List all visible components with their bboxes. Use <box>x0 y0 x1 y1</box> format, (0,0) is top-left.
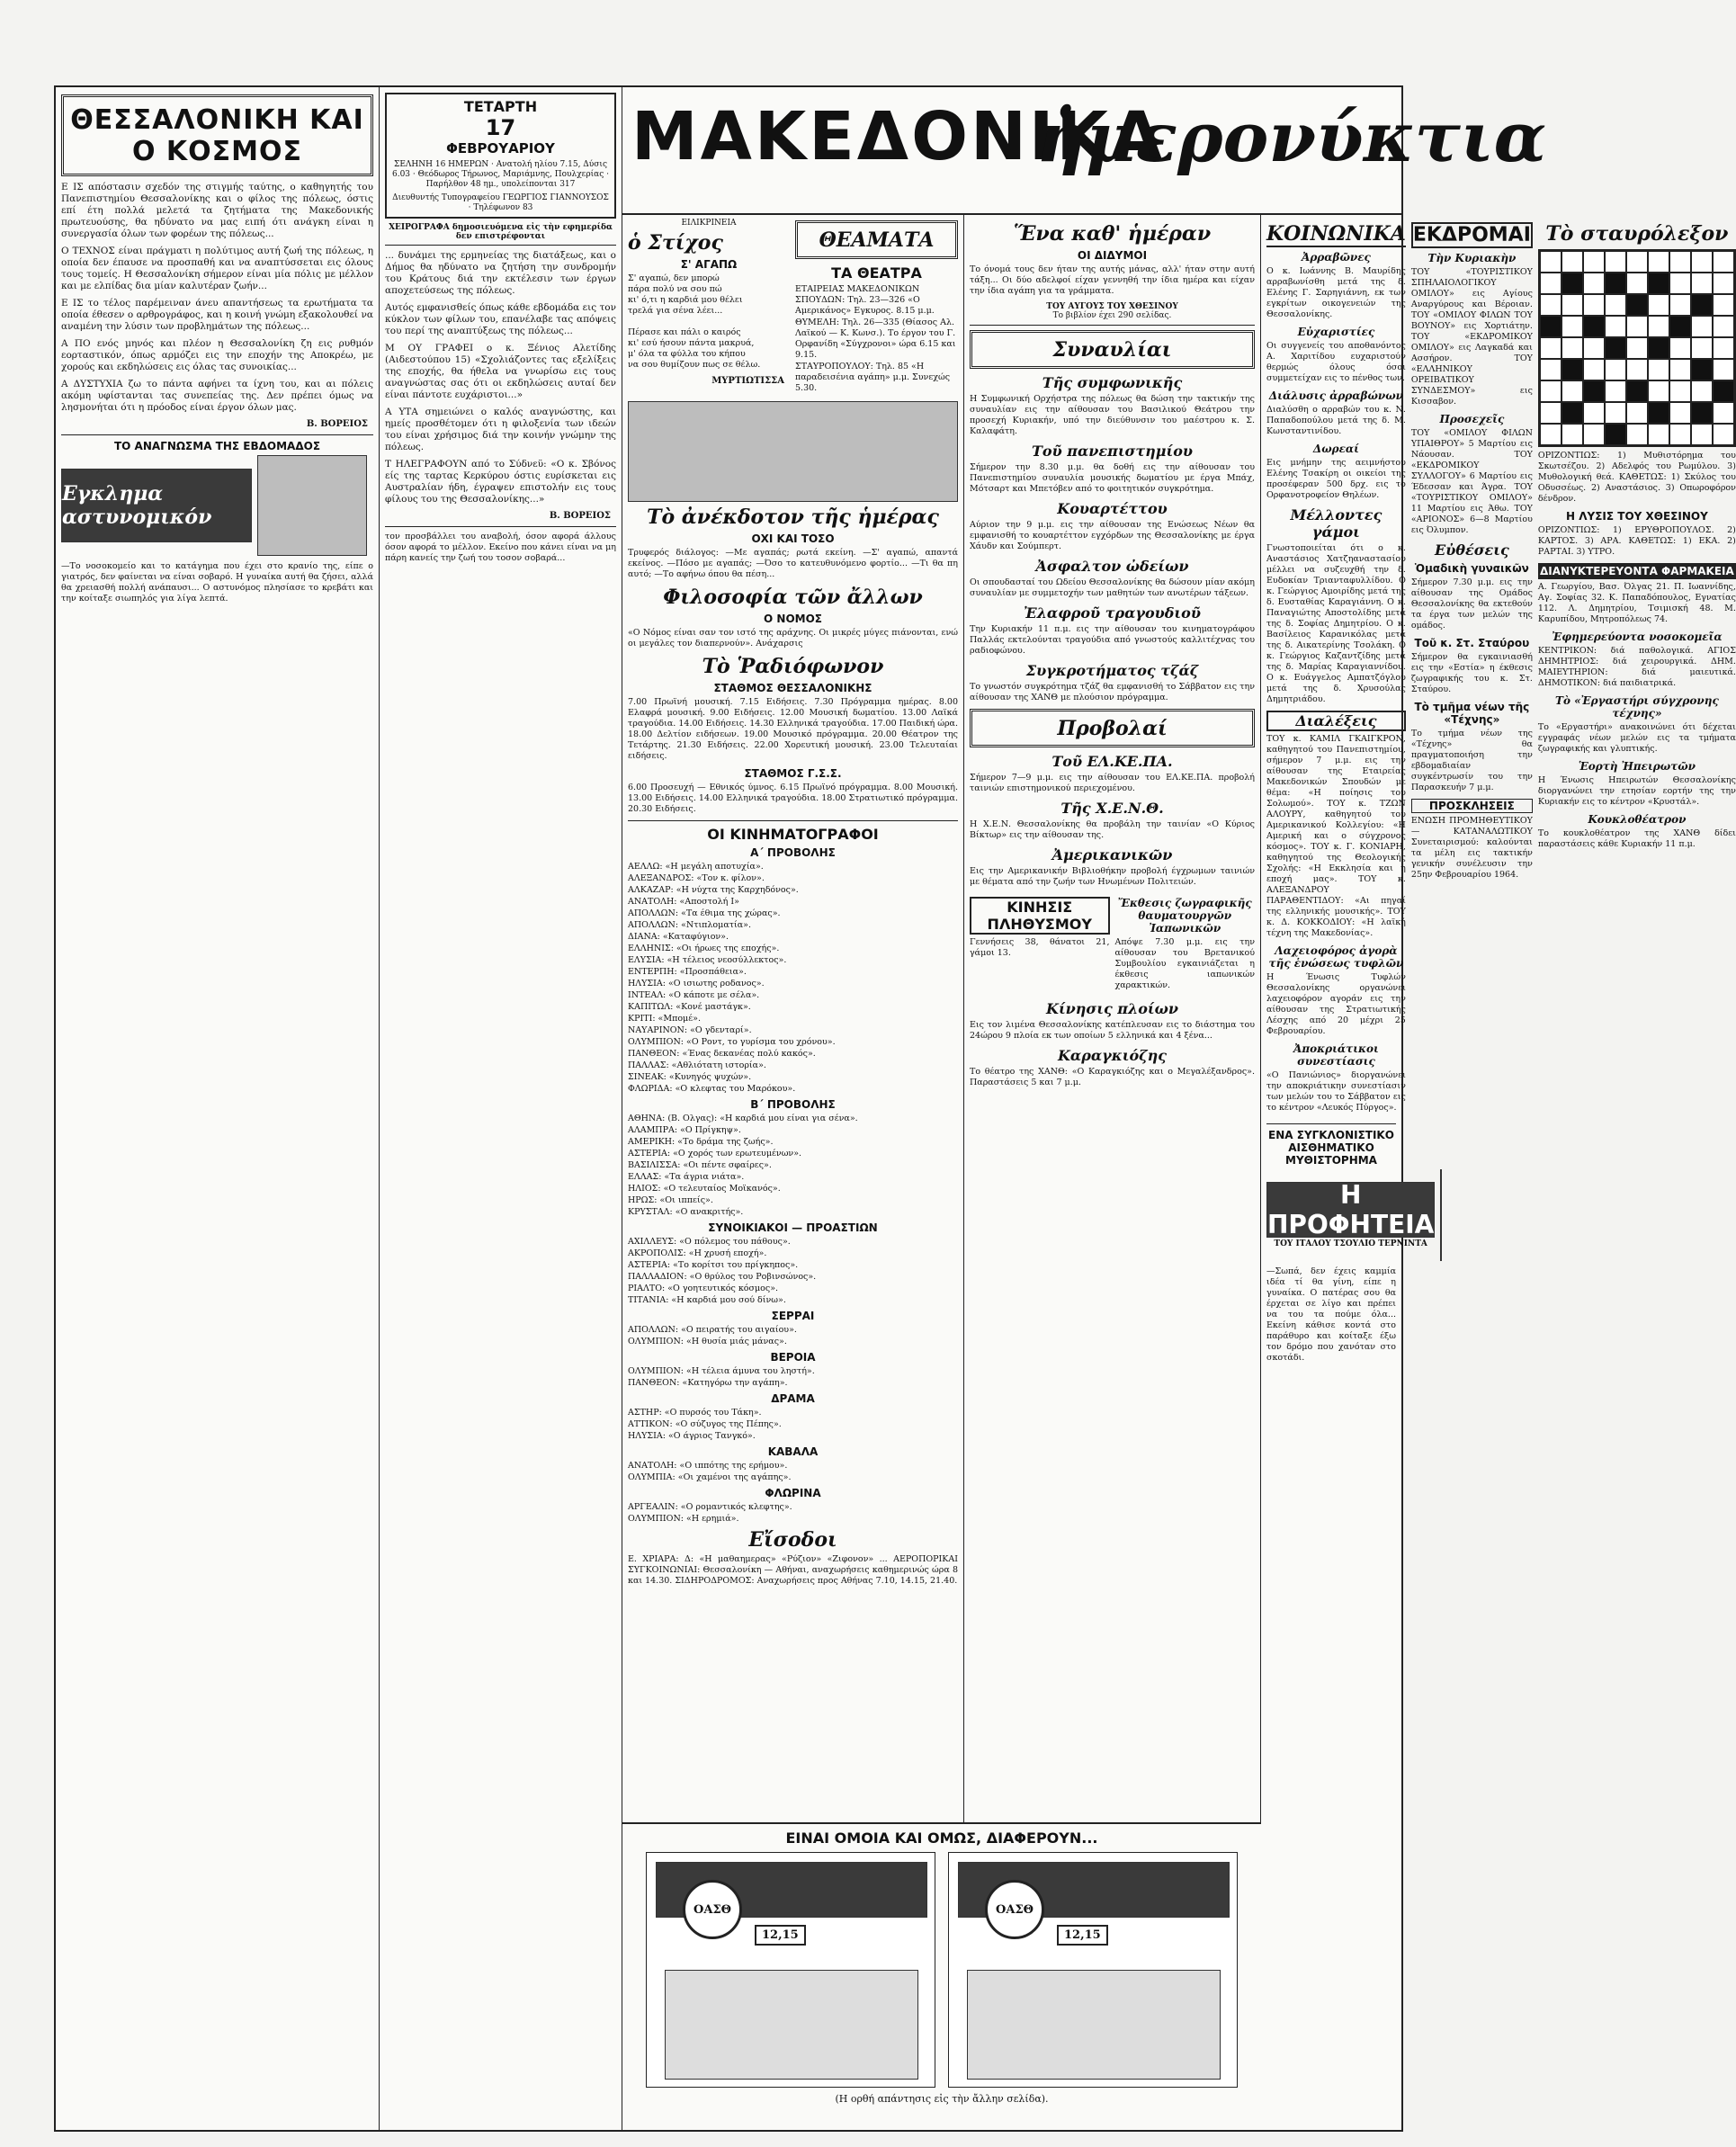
kath-signature: ΤΟΥ ΑΥΓΟΥΣ ΤΟΥ ΧΘΕΣΙΝΟΥ <box>1046 302 1178 311</box>
cinema-list-b <box>628 1114 958 1218</box>
euxar-text: Οι συγγενείς του αποθανόντος Α. Χαριτίδου ευχαριστούν θερμώς όλους όσοι συμμετείχαν εις το πένθος των. <box>1266 341 1406 383</box>
dialysis-heading: Διάλυσις ἀρραβώνων <box>1268 389 1403 402</box>
drama-heading: ΔΡΑΜΑ <box>771 1392 815 1405</box>
article-signature: Β. ΒΟΡΕΙΟΣ <box>549 511 611 521</box>
list-item: ΠΑΛΛΑΔΙΟΝ: «Ο θρύλος του Ροβινσώνος». <box>628 1272 817 1282</box>
masthead-title: ΜΑΚΕΔΟΝΙΚΑ <box>631 98 1166 175</box>
bus-sign-text: ΟΑΣΘ <box>694 1902 731 1917</box>
bus-sign <box>985 1880 1044 1939</box>
prosklisis-heading: ΠΡΟΣΚΛΗΣΕΙΣ <box>1411 799 1533 813</box>
serial-banner <box>61 455 373 556</box>
prosklisis-text: ΕΝΩΣΗ ΠΡΟΜΗΘΕΥΤΙΚΟΥ — ΚΑΤΑΝΑΛΩΤΙΚΟΥ Συνεταιρισμού: καλούνται τα μέλη εις τακτικήν γενικήν συνέλευσιν την 25ην Φεβρουαρίου 1964. <box>1410 816 1533 880</box>
serial2-title-box <box>1266 1182 1435 1238</box>
serial2-text: —Σωπά, δεν έχεις καμμία ιδέα τί θα γίνη, είπε η γυναίκα. Ο πατέρας σου θα έρχεται σε λίγο και πρέπει να του τα πούμε όλα... Εκείνη κάθισε κοντά στο παράθυρο και κοίταξε έξω τον δρόμο που χανόταν στο σκοτάδι. <box>1266 1266 1396 1363</box>
theamata-box <box>795 220 958 259</box>
karagiozis-heading: Καραγκιόζης <box>1058 1047 1167 1064</box>
karagiozis-text: Το θέατρο της ΧΑΝΘ: «Ο Καραγκιόζης και ο Μεγαλέξανδρος». Παραστάσεις 5 και 7 μ.μ. <box>970 1067 1255 1087</box>
list-item: ΘΥΜΕΛΗ: Τηλ. 26—335 (Θίασος Αλ. Λαϊκού — Κ. Κωνσ.). Το έργον του Γ. Ορφανίδη «Σύγχρονοι» ώρα 6.15 και 9.15. <box>795 318 956 360</box>
syn-h4: Ἀσφαλτον ὠδείων <box>1035 558 1189 575</box>
tmima-heading: Τὸ τμῆμα νέων τῆς «Τέχνης» <box>1414 701 1530 726</box>
florina-heading: ΦΛΩΡΙΝΑ <box>765 1487 821 1499</box>
list-item: ΟΛΥΜΠΙΟΝ: «Ο Ροντ, το γυρίσμα του χρόνου». <box>628 1037 836 1047</box>
radio-station: ΣΤΑΘΜΟΣ ΘΕΣΣΑΛΟΝΙΚΗΣ <box>713 682 872 694</box>
crowd-figures <box>967 1970 1221 2080</box>
euthesis-heading: Εὐθέσεις <box>1435 541 1509 559</box>
nosokomeia-heading: Ἐφημερεύοντα νοσοκομεῖα <box>1552 631 1723 643</box>
crossword-clues: ΟΡΙΖΟΝΤΙΩΣ: 1) Μυθιστόρημα του Σκωτσέζου. 2) Αδελφός του Ρωμύλου. 3) Μυθολογική θεά. ΚΑΘΕΤΩΣ: 1) Σκύλος του Οδυσσέως. 2) Αναστάσιος. 3) Οπωροφόρον δένδρον. <box>1537 451 1736 504</box>
column-koinonika <box>1261 213 1736 2130</box>
date-box <box>385 93 616 219</box>
article-paragraph: Ε ΙΣ το τέλος παρέμειναν άνευ απαντήσεως τα ερωτήματα τα οποία έθεσεν ο αρθρογράφος, και η κοινή γνώμη εξακολουθεί να αναμένη την λύσιν των προβλημάτων της πόλεως... <box>61 298 373 332</box>
eisodos-heading: Εἴσοδοι <box>748 1528 837 1552</box>
poem-title: Σ' ΑΓΑΠΩ <box>680 258 738 271</box>
list-item: ΙΝΤΕΑΛ: «Ο κάποτε με σέλα». <box>628 990 760 1000</box>
crossword-grid <box>1538 249 1736 447</box>
prosexeis-text: ΤΟΥ «ΟΜΙΛΟΥ ΦΙΛΩΝ ΥΠΑΙΘΡΟΥ» 5 Μαρτίου εις Νάουσαν. ΤΟΥ «ΕΚΔΡΟΜΙΚΟΥ ΣΥΛΛΟΓΟΥ» 6 Μαρτίου εις Έδεσσαν και Άγρα. ΤΟΥ «ΤΟΥΡΙΣΤΙΚΟΥ ΟΜΙΛΟΥ» 11 Μαρτίου εις Άθω. ΤΟΥ «ΑΡΙΟΝΟΣ» 6—8 Μαρτίου εις Όλυμπον. <box>1410 428 1533 535</box>
stavrolexo-heading: Τὸ σταυρόλεξον <box>1545 222 1729 246</box>
divider <box>61 434 373 435</box>
cartoon-panel-right <box>948 1852 1238 2088</box>
apokriatikoi-text: «Ο Πανιώνιος» διοργανώνει την αποκριάτικην συνεστίασιν των μελών του το Σάββατον εις το κέντρον «Λευκός Πύργος». <box>1266 1070 1406 1113</box>
stavrolexo-block <box>1538 219 1736 1119</box>
bus-sign <box>683 1880 742 1939</box>
list-item: ΗΛΙΟΣ: «Ο τελευταίος Μοϊκανός». <box>628 1184 781 1194</box>
serial-continued: τον προσβάλλει του αναβολή, όσον αφορά άλλους όσον αφορά το μέλλον. Εκείνο που κάνει είναι να μη πάρη κανείς την ζωή του τοσον σοβαρά... <box>385 532 616 563</box>
cinema-list-kavala <box>628 1461 958 1483</box>
list-item: ΕΛΛΗΝΙΣ: «Οι ήρωες της εποχής». <box>628 944 780 953</box>
filosofia-heading: Φιλοσοφία τῶν ἄλλων <box>663 586 923 609</box>
list-item: ΒΑΣΙΛΙΣΣΑ: «Οι πέντε σφαίρες». <box>628 1160 772 1170</box>
cartoon-caption: (Η ορθή απάντησις εἰς τὴν ἄλλην σελίδα). <box>835 2093 1049 2105</box>
kath-heading: Ἕνα καθ' ἡμέραν <box>1013 222 1212 246</box>
list-item: ΚΑΠΙΤΩΛ: «Κονέ μαστάγκ». <box>628 1002 751 1012</box>
arrab-text: Ο κ. Ιωάννης Β. Μαυρίδης αρραβωνίσθη μετά της δ. Ελένης Γ. Σαρηγιάννη, εκ των εγκρίτων οικογενειών της Θεσσαλονίκης. <box>1266 266 1406 319</box>
prov-t1: Σήμερον 7—9 μ.μ. εις την αίθουσαν του ΕΛ.ΚΕ.ΠΑ. προβολή ταινιών επιστημονικού περιεχομένου. <box>970 773 1255 793</box>
prov-h1: Τοῦ ΕΛ.ΚΕ.ΠΑ. <box>1051 753 1173 770</box>
staurou-text: Σήμερον θα εγκαινιασθή εις την «Εστία» η έκθεσις ζωγραφικής του κ. Στ. Σταύρου. <box>1410 652 1533 694</box>
list-item: ΠΑΝΘΕΟΝ: «Ένας δεκανέας πολύ κακός». <box>628 1049 816 1059</box>
list-item: ΑΛΕΞΑΝΔΡΟΣ: «Τον κ. φίλον». <box>628 873 765 883</box>
filosofia-title: Ο ΝΟΜΟΣ <box>764 613 822 625</box>
arrab-heading: Ἀρραβῶνες <box>1302 251 1371 264</box>
serial2-label: ΕΝΑ ΣΥΓΚΛΟΝΙΣΤΙΚΟ ΑΙΣΘΗΜΑΤΙΚΟ ΜΥΘΙΣΤΟΡΗΜΑ <box>1268 1129 1394 1167</box>
article-paragraph: Α ΠΟ ενός μηνός και πλέον η Θεσσαλονίκη ζη εις ρυθμόν εορταστικόν, όπως αρμόζει εις την εποχήν της Αποκρέω, με χορούς και εκδηλώσεις εις όλας τας συνοικίας... <box>61 338 373 372</box>
serial2-title-block <box>1266 1182 1435 1248</box>
cinema-list-veria <box>628 1366 958 1389</box>
masthead-subtitle: ἡμερονύκτια <box>1036 97 1547 177</box>
list-item: ΕΛΥΣΙΑ: «Η τέλειος νεοσύλλεκτος». <box>628 955 787 965</box>
crowd-figures <box>665 1970 918 2080</box>
prov-h2: Τῆς Χ.Ε.Ν.Θ. <box>1060 800 1164 817</box>
a-probolis-heading: Α΄ ΠΡΟΒΟΛΗΣ <box>750 846 836 859</box>
list-item: ΣΙΝΕΑΚ: «Κυνηγός ψυχών». <box>628 1072 752 1082</box>
stixos-heading: ὁ Στίχος <box>628 231 723 255</box>
theatra-heading: ΤΑ ΘΕΑΤΡΑ <box>831 264 922 282</box>
ploia-heading: Κίνησις πλοίων <box>1046 1000 1178 1017</box>
syn-h3: Κουαρτέττου <box>1057 500 1168 517</box>
anekdoton-text: Τρυφερός διάλογος: —Με αγαπάς; ρωτά εκείνη. —Σ' αγαπώ, απαντά εκείνος. —Πόσο με αγαπάς; —Όσο το κατευθυνόμενο φορτίο... —Τι θα πη αυτό; —Το αφήνω όπου θα πέση... <box>628 548 958 579</box>
kinisi-heading: ΚΙΝΗΣΙΣ ΠΛΗΘΥΣΜΟΥ <box>970 897 1110 935</box>
kath-title: ΟΙ ΔΙΔΥΜΟΙ <box>1077 249 1148 262</box>
list-item: ΑΣΤΕΡΙΑ: «Ο χορός των ερωτευμένων». <box>628 1149 802 1158</box>
ergastiri-text: Το «Εργαστήρι» ανακοινώνει ότι δέχεται εγγραφάς νέων μελών εις τα τμήματα ζωγραφικής και γλυπτικής. <box>1537 722 1736 754</box>
thessaloniki-heading: ΘΕΣΣΑΛΟΝΙΚΗ ΚΑΙ Ο ΚΟΣΜΟΣ <box>70 104 364 167</box>
list-item: ΕΤΑΙΡΕΙΑΣ ΜΑΚΕΔΟΝΙΚΩΝ ΣΠΟΥΔΩΝ: Τηλ. 23—326 «Ο Αμερικάνος» Εγκυρος. 8.15 μ.μ. <box>795 284 935 316</box>
koinonika-block <box>1266 219 1406 1119</box>
ekthesi-heading: Ἔκθεσις ζωγραφικῆς θαυματουργῶν Ἰαπωνικῶν <box>1117 897 1252 935</box>
divider <box>970 325 1255 326</box>
list-item: ΟΛΥΜΠΙΟΝ: «Η τέλεια άμυνα του ληστή». <box>628 1366 815 1376</box>
clock-sign: 12,15 <box>1057 1925 1108 1946</box>
list-item: ΑΠΟΛΛΩΝ: «Ο πειρατής του αιγαίου». <box>628 1325 797 1335</box>
prosexeis-heading: Προσεχεῖς <box>1439 413 1505 425</box>
col3-top <box>628 219 958 398</box>
koinonika-heading: ΚΟΙΝΩΝΙΚΑ <box>1266 222 1406 246</box>
list-item: ΑΤΤΙΚΟΝ: «Ο σύζυγος της Πέπης». <box>628 1419 782 1429</box>
syn-t5: Την Κυριακήν 11 π.μ. εις την αίθουσαν του κινηματογράφου Παλλάς εκτελούνται τραγούδια από γνωστούς καλλιτέχνας του ραδιοφώνου. <box>970 624 1255 656</box>
ekdromai-text: ΤΟΥ «ΤΟΥΡΙΣΤΙΚΟΥ ΣΠΗΛΑΙΟΛΟΓΙΚΟΥ ΟΜΙΛΟΥ» εις Αγίους Αναργύρους και Βέροιαν. ΤΟΥ «ΟΜΙΛΟΥ ΦΙΛΩΝ ΤΟΥ ΒΟΥΝΟΥ» εις Χορτιάτην. ΤΟΥ «ΕΚΔΡΟΜΙΚΟΥ ΟΜΙΛΟΥ» εις Λαγκαδά και Ασσήρον. ΤΟΥ «ΕΛΛΗΝΙΚΟΥ ΟΡΕΙΒΑΤΙΚΟΥ ΣΥΝΔΕΣΜΟΥ» εις Κισσαβον. <box>1410 267 1533 407</box>
list-item: ΤΙΤΑΝΙΑ: «Η καρδιά μου σού δίνω». <box>628 1295 786 1305</box>
b-probolis-heading: Β΄ ΠΡΟΒΟΛΗΣ <box>750 1098 836 1111</box>
synavlia-heading: Συναυλίαι <box>1052 338 1172 362</box>
theatra-list <box>795 284 958 394</box>
list-item: ΚΡΥΣΤΑΛ: «Ο ανακριτής». <box>628 1207 744 1217</box>
divider <box>628 820 958 821</box>
dialexis-text: ΤΟΥ κ. ΚΑΜΙΛ ΓΚΑΙΓΚΡΟΝ, καθηγητού του Πανεπιστημίου, σήμερον 7 μ.μ. εις την αίθουσαν της Εταιρείας Μακεδονικών Σπουδών με θέμα: «Η ποίησις του Σολωμού». ΤΟΥ κ. ΤΖΩΝ ΑΛΟΥΡΥ, καθηγητού του Αμερικανικού Κολλεγίου: «Η Αμερική και ο σύγχρονος κόσμος». ΤΟΥ κ. Γ. ΚΟΝΙΑΡΗ, καθηγητού της Θεολογικής Σχολής: «Η Εκκλησία και η εποχή μας». ΤΟΥ κ. ΑΛΕΞΑΝΔΡΟΥ ΠΑΡΑΘΕΝΤΙΔΟΥ: «Αι πηγαί της ελληνικής μουσικής». ΤΟΥ κ. Δ. ΚΟΚΚΟΔΙΟΥ: «Η λαϊκή τέχνη της Μακεδονίας». <box>1266 734 1406 938</box>
cartoon-block <box>622 1822 1261 2130</box>
cinema-list-drama <box>628 1408 958 1442</box>
list-item: ΑΚΡΟΠΟΛΙΣ: «Η χρυσή εποχή». <box>628 1248 767 1258</box>
cinema-list-serres <box>628 1325 958 1347</box>
cartoon-panels <box>622 1852 1261 2088</box>
list-item: ΑΧΙΛΛΕΥΣ: «Ο πόλεμος του πάθους». <box>628 1237 791 1247</box>
synavlia-box <box>970 330 1255 369</box>
masthead <box>622 87 1547 215</box>
list-item: ΑΠΟΛΛΩΝ: «Τα έθιμα της χώρας». <box>628 908 781 918</box>
cinema-list-a <box>628 862 958 1095</box>
list-item: ΦΛΩΡΙΔΑ: «Ο κλεφτας του Μαρόκου». <box>628 1084 796 1094</box>
section-heading-box <box>61 94 373 176</box>
theamata-heading: ΘΕΑΜΑΤΑ <box>819 228 935 252</box>
list-item: ΑΕΛΛΩ: «Η μεγάλη αποτυχία». <box>628 862 764 872</box>
syn-t6: Το γνωστόν συγκρότημα τζάζ θα εμφανισθή το Σάββατον εις την αίθουσαν της ΧΑΝΘ με πλούσιον πρόγραμμα. <box>970 682 1255 702</box>
eorti-heading: Ἑορτὴ Ἠπειρωτῶν <box>1578 760 1696 773</box>
prov-t3: Εις την Αμερικανικήν Βιβλιοθήκην προβολή έγχρωμων ταινιών με θέματα από την ζωήν των Ηνωμένων Πολιτειών. <box>970 866 1255 887</box>
cinema-list-florina <box>628 1502 958 1525</box>
list-item: ΟΛΥΜΠΙΟΝ: «Η θυσία μιάς μάνας». <box>628 1337 787 1346</box>
article-paragraph: Ο ΤΕΧΝΟΣ είναι πράγματι η πολύτιμος αυτή ζωή της πόλεως, η οποία δεν έπαυσε να προσπαθή και να αναπτύσσεται εις όλους τους τομείς. Η Θεσσαλονίκη σήμερον είναι μία πόλις με μέλλον και με ελπίδας δια μίαν καλυτέραν ζωήν... <box>61 246 373 291</box>
eisodos-text: Ε. ΧΡΙΑΡΑ: Δ: «Η μαθαημερας» «Ρύζιον» «Ζιφονον» ... ΑΕΡΟΠΟΡΙΚΑΙ ΣΥΓΚΟΙΝΩΝΙΑΙ: Θεσσαλονίκη — Αθήναι, αναχωρήσεις καθημερινώς ώρα 8 και 14.30. ΣΙΔΗΡΟΔΡΟΜΟΣ: Αναχωρήσεις προς Αθήνας 7.10, 14.15, 21.40. <box>628 1554 958 1586</box>
gamoi-text: Γνωστοποιείται ότι ο κ. Αναστάσιος Χατζηαναστασίου μέλλει να συζευχθή την δ. Ευδοκίαν Τριανταφυλλίδου. Ο κ. Γεώργιος Αμοιρίδης μετά της δ. Ευσταθίας Καραγιάννη. Ο κ. Παναγιώτης Αποστολίδης μετά της δ. Σοφίας Δημητρίου. Ο κ. Βασίλειος Καρανικόλας μετά της δ. Αικατερίνης Τσολάκη. Ο κ. Γεώργιος Καζαντζίδης μετά της δ. Μαρίας Καραγιαννίδου. Ο κ. Ευάγγελος Αμπατζόγλου μετά της δ. Χρυσούλας Δημητριάδου. <box>1266 543 1406 704</box>
serial2-author: ΤΟΥ ΙΤΑΛΟΥ ΤΣΟΥΛΙΟ ΤΕΡΝΙΝΤΑ <box>1274 1239 1427 1248</box>
list-item: ΕΛΛΑΣ: «Τα άγρια νιάτα». <box>628 1172 745 1182</box>
kinisi-block <box>970 893 1110 997</box>
article-paragraph: ... δυνάμει της ερμηνείας της διατάξεως, και ο Δήμος θα ηδύνατο να ζητήση την συνδρομήν του Κράτους διά την εκτέλεσιν των έργων αποχετεύσεως της πόλεως. <box>385 250 616 296</box>
dorea-text: Εις μνήμην της αειμνήστου Ελένης Τσακίρη οι οικείοι της προσέφεραν 500 δρχ. εις το Ορφανοτροφείον Θηλέων. <box>1266 458 1406 500</box>
list-item: ΑΡΓΕΑΛΙΝ: «Ο ρομαντικός κλεφτης». <box>628 1502 792 1512</box>
clock-sign: 12,15 <box>755 1925 806 1946</box>
provolai-heading: Προβολαί <box>1057 717 1168 740</box>
list-item: ΑΜΕΡΙΚΗ: «Το δράμα της ζωής». <box>628 1137 774 1147</box>
list-item: ΟΛΥΜΠΙΟΝ: «Η ερημιά». <box>628 1514 739 1524</box>
euxar-heading: Εὐχαριστίες <box>1297 326 1375 338</box>
synoikies-heading: ΣΥΝΟΙΚΙΑΚΟΙ — ΠΡΟΑΣΤΙΩΝ <box>708 1221 878 1234</box>
gamoi-heading: Μέλλοντες γάμοι <box>1290 506 1383 541</box>
anekdoton-title: ΟΧΙ ΚΑΙ ΤΟΣΟ <box>751 532 835 545</box>
syn-h1: Τῆς συμφωνικῆς <box>1042 374 1183 391</box>
article-paragraph: Α ΔΥΣΤΥΧΙΑ ζω το πάντα αφήνει τα ίχνη του, και αι πόλεις ακόμη υφίστανται τας συνεπείας της. Δεν πρέπει όμως να λησμονήται ότι η πρόοδος είναι έργον όλων μας. <box>61 379 373 413</box>
column-date <box>380 87 622 2130</box>
nosokomeia-text: ΚΕΝΤΡΙΚΟΝ: διά παθολογικά. ΑΓΙΟΣ ΔΗΜΗΤΡΙΟΣ: διά χειρουργικά. ΔΗΜ. ΜΑΙΕΥΤΗΡΙΟΝ: διά μαιευτικά. ΔΗΜΟΤΙΚΟΝ: διά παιδιατρικά. <box>1537 646 1736 688</box>
list-item: ΠΑΝΘΕΟΝ: «Κατηγόρω την αγάπη». <box>628 1378 788 1388</box>
laxeia-text: Η Ένωσις Τυφλών Θεσσαλονίκης οργανώνει λαχειοφόρον αγοράν εις την αίθουσαν της Στρατιωτικής Λέσχης από 20 μέχρι 25 Φεβρουαρίου. <box>1266 972 1406 1036</box>
kath-sub: Το βιβλίον έχει 290 σελίδας. <box>1052 311 1172 320</box>
col5-top <box>1266 219 1736 1119</box>
dialysis-text: Διαλύσθη ο αρραβών του κ. Ν. Παπαδοπούλου μετά της δ. Μ. Κωνσταντινίδου. <box>1266 405 1406 436</box>
apokriatikoi-heading: Ἀποκριάτικοι συνεστίασις <box>1293 1042 1379 1068</box>
radio-heading: Τὸ Ῥαδιόφωνον <box>702 655 884 678</box>
list-item: ΑΠΟΛΛΩΝ: «Ντιπλοματία». <box>628 920 751 930</box>
prov-t2: Η Χ.Ε.Ν. Θεσσαλονίκης θα προβάλη την ταινίαν «Ο Κύριος Βίκτωρ» εις την αίθουσαν της. <box>970 819 1255 840</box>
lysi-heading: Η ΛΥΣΙΣ ΤΟΥ ΧΘΕΣΙΝΟΥ <box>1566 510 1708 523</box>
list-item: ΑΛΑΜΠΡΑ: «Ο Πρίγκηψ». <box>628 1125 741 1135</box>
stixos-block <box>628 219 790 398</box>
koukla-heading: Κουκλοθέατρον <box>1588 813 1687 826</box>
article-signature: Β. ΒΟΡΕΙΟΣ <box>306 419 368 429</box>
divider <box>1266 1123 1396 1124</box>
list-item: ΗΛΥΣΙΑ: «Ο άγριος Τανγκό». <box>628 1431 756 1441</box>
cinema-list-synoikies <box>628 1237 958 1306</box>
list-item: ΔΙΑΝΑ: «Καταφύγιον». <box>628 932 729 942</box>
serres-heading: ΣΕΡΡΑΙ <box>771 1310 815 1322</box>
serial-label: ΤΟ ΑΝΑΓΝΩΣΜΑ ΤΗΣ ΕΒΔΟΜΑΔΟΣ <box>113 440 321 452</box>
koukla-text: Το κουκλοθέατρον της ΧΑΝΘ δίδει παραστάσεις κάθε Κυριακήν 11 π.μ. <box>1537 828 1736 849</box>
stixos-label: ΕΙΛΙΚΡΙΝΕΙΑ <box>681 219 737 228</box>
list-item: ΗΡΩΣ: «Οι ιππείς». <box>628 1195 713 1205</box>
list-item: ΝΑΥΑΡΙΝΟΝ: «Ο γδενταρί». <box>628 1025 752 1035</box>
omad-heading: Ὁμαδικὴ γυναικῶν <box>1414 562 1529 575</box>
serial-title-block <box>61 469 252 542</box>
article-paragraph: Ε ΙΣ απόστασιν σχεδόν της στιγμής ταύτης, ο καθηγητής του Πανεπιστημίου Θεσσαλονίκης και ο φίλος της πόλεως, όστις επί έτη πολλά μελετά τα ζητήματα της Μακεδονικής πρωτευούσης, θα ηδύνατο να μας ειπή ότι ανάγκη είναι η συνεργασία όλων των φορέων της πόλεως... <box>61 182 373 239</box>
theamata-block <box>795 219 958 398</box>
date-day: ΤΕΤΑΡΤΗ <box>463 98 538 115</box>
dianyk-text: Α. Γεωργίου, Βασ. Όλγας 21. Π. Ιωαννίδης, Αγ. Σοφίας 32. Κ. Παπαδόπουλος, Εγνατίας 112. Λ. Δημητρίου, Τσιμισκή 48. Μ. Καρυπίδου, Μητροπόλεως 74. <box>1537 582 1736 624</box>
laxeia-heading: Λαχειοφόρος ἀγορὰ τῆς ἑνώσεως τυφλῶν <box>1268 944 1404 970</box>
list-item: ΣΤΑΥΡΟΠΟΥΛΟΥ: Τηλ. 85 «Η παραδεισένια αγάπη» μ.μ. Συνεχώς 5.30. <box>795 362 951 393</box>
article-paragraph: Μ ΟΥ ΓΡΑΦΕΙ ο κ. Ξένιος Αλετίδης (Αιδεστούπου 15) «Σχολιάζοντες τας εξελίξεις της εποχής, θα ήθελα να γνωρίσω εις τους αναγνώστας σας ότι οι εκδηλώσεις αυταί δεν είναι πάντοτε ευχάριστοι...» <box>385 343 616 400</box>
bus-sign-text: ΟΑΣΘ <box>996 1902 1034 1917</box>
kavala-heading: ΚΑΒΑΛΑ <box>767 1445 819 1458</box>
lysi-text: ΟΡΙΖΟΝΤΙΩΣ: 1) ΕΡΥΘΡΟΠΟΥΛΟΣ. 2) ΚΑΡΤΟΣ. 3) ΑΡΑ. ΚΑΘΕΤΩΣ: 1) ΕΚΑ. 2) ΡΑΡΤΑΙ. 3) ΥΤΡΟ. <box>1537 525 1736 557</box>
makedonika-section <box>622 87 1736 2130</box>
syn-t2: Σήμερον την 8.30 μ.μ. θα δοθή εις την αίθουσαν του Πανεπιστημίου συναυλία μουσικής δωματίου με έργα Μπάχ, Μότσαρτ και Μπετόβεν από το φοιτητικόν συγκρότημα. <box>970 462 1255 494</box>
ekthesi-text: Απόψε 7.30 μ.μ. εις την αίθουσαν του Βρετανικού Συμβουλίου εγκαινιάζεται η έκθεσις ιαπωνικών χαρακτικών. <box>1114 937 1255 990</box>
almanac: ΣΕΛΗΝΗ 16 ΗΜΕΡΩΝ · Ανατολή ηλίου 7.15, Δύσις 6.03 · Θεόδωρος Τήρωνος, Μαριάμνης, Πουλχερίας · Παρήλθον 48 ημ., υπολείπονται 317 <box>391 160 609 189</box>
date-number: 17 <box>485 115 516 140</box>
dianyk-heading: ΔΙΑΝΥΚΤΕΡΕΥΟΝΤΑ ΦΑΡΜΑΚΕΙΑ <box>1538 563 1736 579</box>
ploia-text: Εις τον λιμένα Θεσσαλονίκης κατέπλευσαν εις το διάστημα του 24ώρου 9 πλοία εκ των οποίων 5 ελληνικά και 4 ξένα... <box>970 1020 1255 1041</box>
serial-illustration <box>257 455 367 556</box>
kyriakin-heading: Τὴν Κυριακὴν <box>1427 252 1517 264</box>
veria-heading: ΒΕΡΟΙΑ <box>770 1351 816 1364</box>
cartoon-panel-left <box>646 1852 935 2088</box>
poem-signature: ΜΥΡΤΙΩΤΙΣΣΑ <box>711 376 784 386</box>
filosofia-text: «Ο Νόμος είναι σαν τον ιστό της αράχνης. Οι μικρές μύγες πιάνονται, ενώ οι μεγάλες τον διαπερνούν». Ανάχαρσις <box>628 628 958 649</box>
syn-h5: Ἐλαφροῦ τραγουδιοῦ <box>1024 604 1201 622</box>
syn-t4: Οι σπουδασταί του Ωδείου Θεσσαλονίκης θα δώσουν μίαν ακόμη συναυλίαν με συμμετοχήν των μαθητών των ανωτέρων τάξεων. <box>970 577 1255 598</box>
kinimat-heading: ΟΙ ΚΙΝΗΜΑΤΟΓΡΑΦΟΙ <box>707 826 879 843</box>
poem-text: Σ' αγαπώ, δεν μπορώ πάρα πολύ να σου πώ κι' ό,τι η καρδιά μου θέλει τρελά για σένα λέει... Πέρασε και πάλι ο καιρός κι' εσύ ήσουν πάντα μακρυά, μ' όλα τα φύλλα του κήπου να σου θυμίζουν πως σε θέλω. <box>628 273 761 370</box>
eorti-text: Η Ένωσις Ηπειρωτών Θεσσαλονίκης διοργανώνει την ετησίαν εορτήν της την Κυριακήν εις το κέντρον «Κρυστάλ». <box>1537 775 1736 807</box>
dialexis-heading: Διαλέξεις <box>1266 711 1406 731</box>
ekdromai-block <box>1411 219 1533 1119</box>
manuscripts-note: ΧΕΙΡΟΓΡΑΦΑ δημοσιευόμενα εἰς τὴν εφημερίδα δεν επιστρέφονται <box>385 223 616 246</box>
serial2-banner <box>1266 1169 1435 1261</box>
kath-text: Το όνομά τους δεν ήταν της αυτής μάνας, αλλ' ήταν στην αυτή τάξη... Οι δύο αδελφοί είχαν γεννηθή την ίδια ημέρα και είχαν την ίδια αγάπη για τα γράμματα. <box>970 264 1255 296</box>
kinisi-row <box>970 893 1255 997</box>
ergastiri-heading: Τὸ «Ἐργαστήρι σύγχρονης τέχνης» <box>1555 694 1719 720</box>
ekthesi-block <box>1115 893 1256 997</box>
column-thessaloniki <box>56 87 380 2130</box>
list-item: ΠΑΛΛΑΣ: «Αθλιότατη ιστορία». <box>628 1060 766 1070</box>
stixos-illustration <box>628 401 958 502</box>
syn-h6: Συγκροτήματος τζάζ <box>1025 662 1199 679</box>
article-paragraph: Τ ΗΛΕΓΡΑΦΟΥΝ από το Σύδνεϋ: «Ο κ. Σβόνος είς της ταρτας Κερκύρου όστις ευρίσκεται εις Αυστραλίαν ήδη, έγραψεν επιστολήν εις τους φίλους του της Θεσσαλονίκης...» <box>385 459 616 505</box>
cartoon-title: ΕΙΝΑΙ ΟΜΟΙΑ ΚΑΙ ΟΜΩΣ, ΔΙΑΦΕΡΟΥΝ... <box>785 1829 1098 1847</box>
list-item: ΡΙΑΛΤΟ: «Ο γοητευτικός κόσμος». <box>628 1284 779 1293</box>
list-item: ΑΣΤΕΡΙΑ: «Το κορίτσι του πρίγκηπος». <box>628 1260 799 1270</box>
list-item: ΕΝΤΕΡΠΗ: «Προσπάθεια». <box>628 967 747 977</box>
list-item: ΑΝΑΤΟΛΗ: «Αποστολή Ι» <box>628 897 739 907</box>
syn-h2: Τοῦ πανεπιστημίου <box>1032 443 1193 460</box>
radio-schedule: 7.00 Πρωϊνή μουσική. 7.15 Ειδήσεις. 7.30 Πρόγραμμα ημέρας. 8.00 Ελαφρά μουσική. 9.00 Ειδήσεις. 12.00 Μουσική δωματίου. 13.00 Λαϊκά τραγούδια. 14.00 Ειδήσεις. 14.30 Ελληνικά τραγούδια. 17.00 Παιδική ώρα. 18.00 Δελτίον ειδήσεων. 19.00 Μουσικό πρόγραμμα. 20.00 Θέατρον της Τετάρτης. 21.30 Ειδήσεις. 22.00 Χορευτική μουσική. 23.00 Τελευταίαι ειδήσεις. <box>628 697 958 761</box>
list-item: ΑΝΑΤΟΛΗ: «Ο ιππότης της ερήμου». <box>628 1461 788 1471</box>
kinisi-text: Γεννήσεις 38, θάνατοι 21, γάμοι 13. <box>970 937 1110 958</box>
article-paragraph: Α ΥΤΑ σημειώνει ο καλός αναγνώστης, και ημείς προσθέτομεν ότι η φιλοξενία των ιδεών του είναι χρήσιμος διά την κοινήν γνώμην της πόλεως. <box>385 407 616 452</box>
ekdromai-heading: ΕΚΔΡΟΜΑΙ <box>1412 224 1531 246</box>
article-paragraph: Αυτός εμφανισθείς όπως κάθε εβδομάδα εις τον κύκλον των φίλων του, επανέλαβε τας απόψεις του περί της αναπτύξεως της πόλεως... <box>385 302 616 336</box>
staurou-heading: Τοῦ κ. Στ. Σταύρου <box>1414 637 1530 649</box>
serial-title: Εγκλημα αστυνομικόν <box>62 482 212 529</box>
list-item: ΚΡΙΤΙ: «Μπομέ». <box>628 1014 701 1024</box>
syn-t3: Αύριον την 9 μ.μ. εις την αίθουσαν της Ενώσεως Νέων θα εμφανισθή το κουαρτέττον εγχόρδων της Θεσσαλονίκης με έργα Χάυδν και Σούμπερτ. <box>970 520 1255 551</box>
provolai-box <box>970 709 1255 747</box>
radio-station-2: ΣΤΑΘΜΟΣ Γ.Σ.Σ. <box>744 767 842 780</box>
dorea-heading: Δωρεαί <box>1312 443 1359 455</box>
serial-text: —Το νοσοκομείο και το κατάγημα που έχει στο κρανίο της, είπε ο γιατρός, δεν φαίνεται να είναι σοβαρό. Η γυναίκα αυτή θα ζήσει, αλλά θα χρειασθή πολλή ανάπαυσι... Ο αστυνόμος πλησίασε το κρεβάτι και την κοίταξε σιωπηλός για λίγα λεπτά. <box>61 561 373 604</box>
list-item: ΟΛΥΜΠΙΑ: «Οι χαμένοι της αγάπης». <box>628 1472 792 1482</box>
divider <box>385 526 616 527</box>
tmima-text: Το τμήμα νέων της «Τέχνης» θα πραγματοποιήση την εβδομαδιαίαν συγκέντρωσίν του την Παρασκευήν 7 μ.μ. <box>1410 729 1533 792</box>
list-item: ΑΘΗΝΑ: (Β. Ολγας): «Η καρδιά μου είναι για σένα». <box>628 1114 858 1123</box>
radio-schedule-2: 6.00 Προσευχή — Εθνικός ύμνος. 6.15 Πρωϊνό πρόγραμμα. 8.00 Μουσική. 13.00 Ειδήσεις. 14.00 Ελληνικά τραγούδια. 18.00 Στρατιωτικό πρόγραμμα. 20.30 Ειδήσεις. <box>628 783 958 814</box>
newspaper-page <box>54 85 1736 2132</box>
list-item: ΑΛΚΑΖΑΡ: «Η νύχτα της Καρχηδόνος». <box>628 885 799 895</box>
date-month: ΦΕΒΡΟΥΑΡΙΟΥ <box>446 140 555 157</box>
syn-t1: Η Συμφωνική Ορχήστρα της πόλεως θα δώση την τακτικήν της συναυλίαν εις την αίθουσαν του Βασιλικού Θεάτρου την προσεχή Κυριακήν, υπό την διεύθυνσιν του μαέστρου κ. Σ. Καλαφάτη. <box>970 394 1255 436</box>
omad-text: Σήμερον 7.30 μ.μ. εις την αίθουσαν της Ομάδος Θεσσαλονίκης θα εκτεθούν τα έργα των μελών της ομάδος. <box>1410 577 1533 631</box>
list-item: ΗΛΥΣΙΑ: «Ο ισιωτης ροδανος». <box>628 979 765 989</box>
anekdoton-heading: Τὸ ἀνέκδοτον τῆς ἡμέρας <box>647 505 939 529</box>
printer-info: Διευθυντής Τυπογραφείου ΓΕΩΡΓΙΟΣ ΓΙΑΝΝΟΥΣΟΣ · Τηλέφωνον 83 <box>392 193 609 212</box>
list-item: ΑΣΤΗΡ: «Ο πυρσός του Τάκη». <box>628 1408 762 1418</box>
prov-h3: Ἀμερικανικῶν <box>1051 846 1173 863</box>
serial2-illustration <box>1440 1169 1442 1261</box>
serial2-title: Η ΠΡΟΦΗΤΕΙΑ <box>1267 1180 1435 1239</box>
